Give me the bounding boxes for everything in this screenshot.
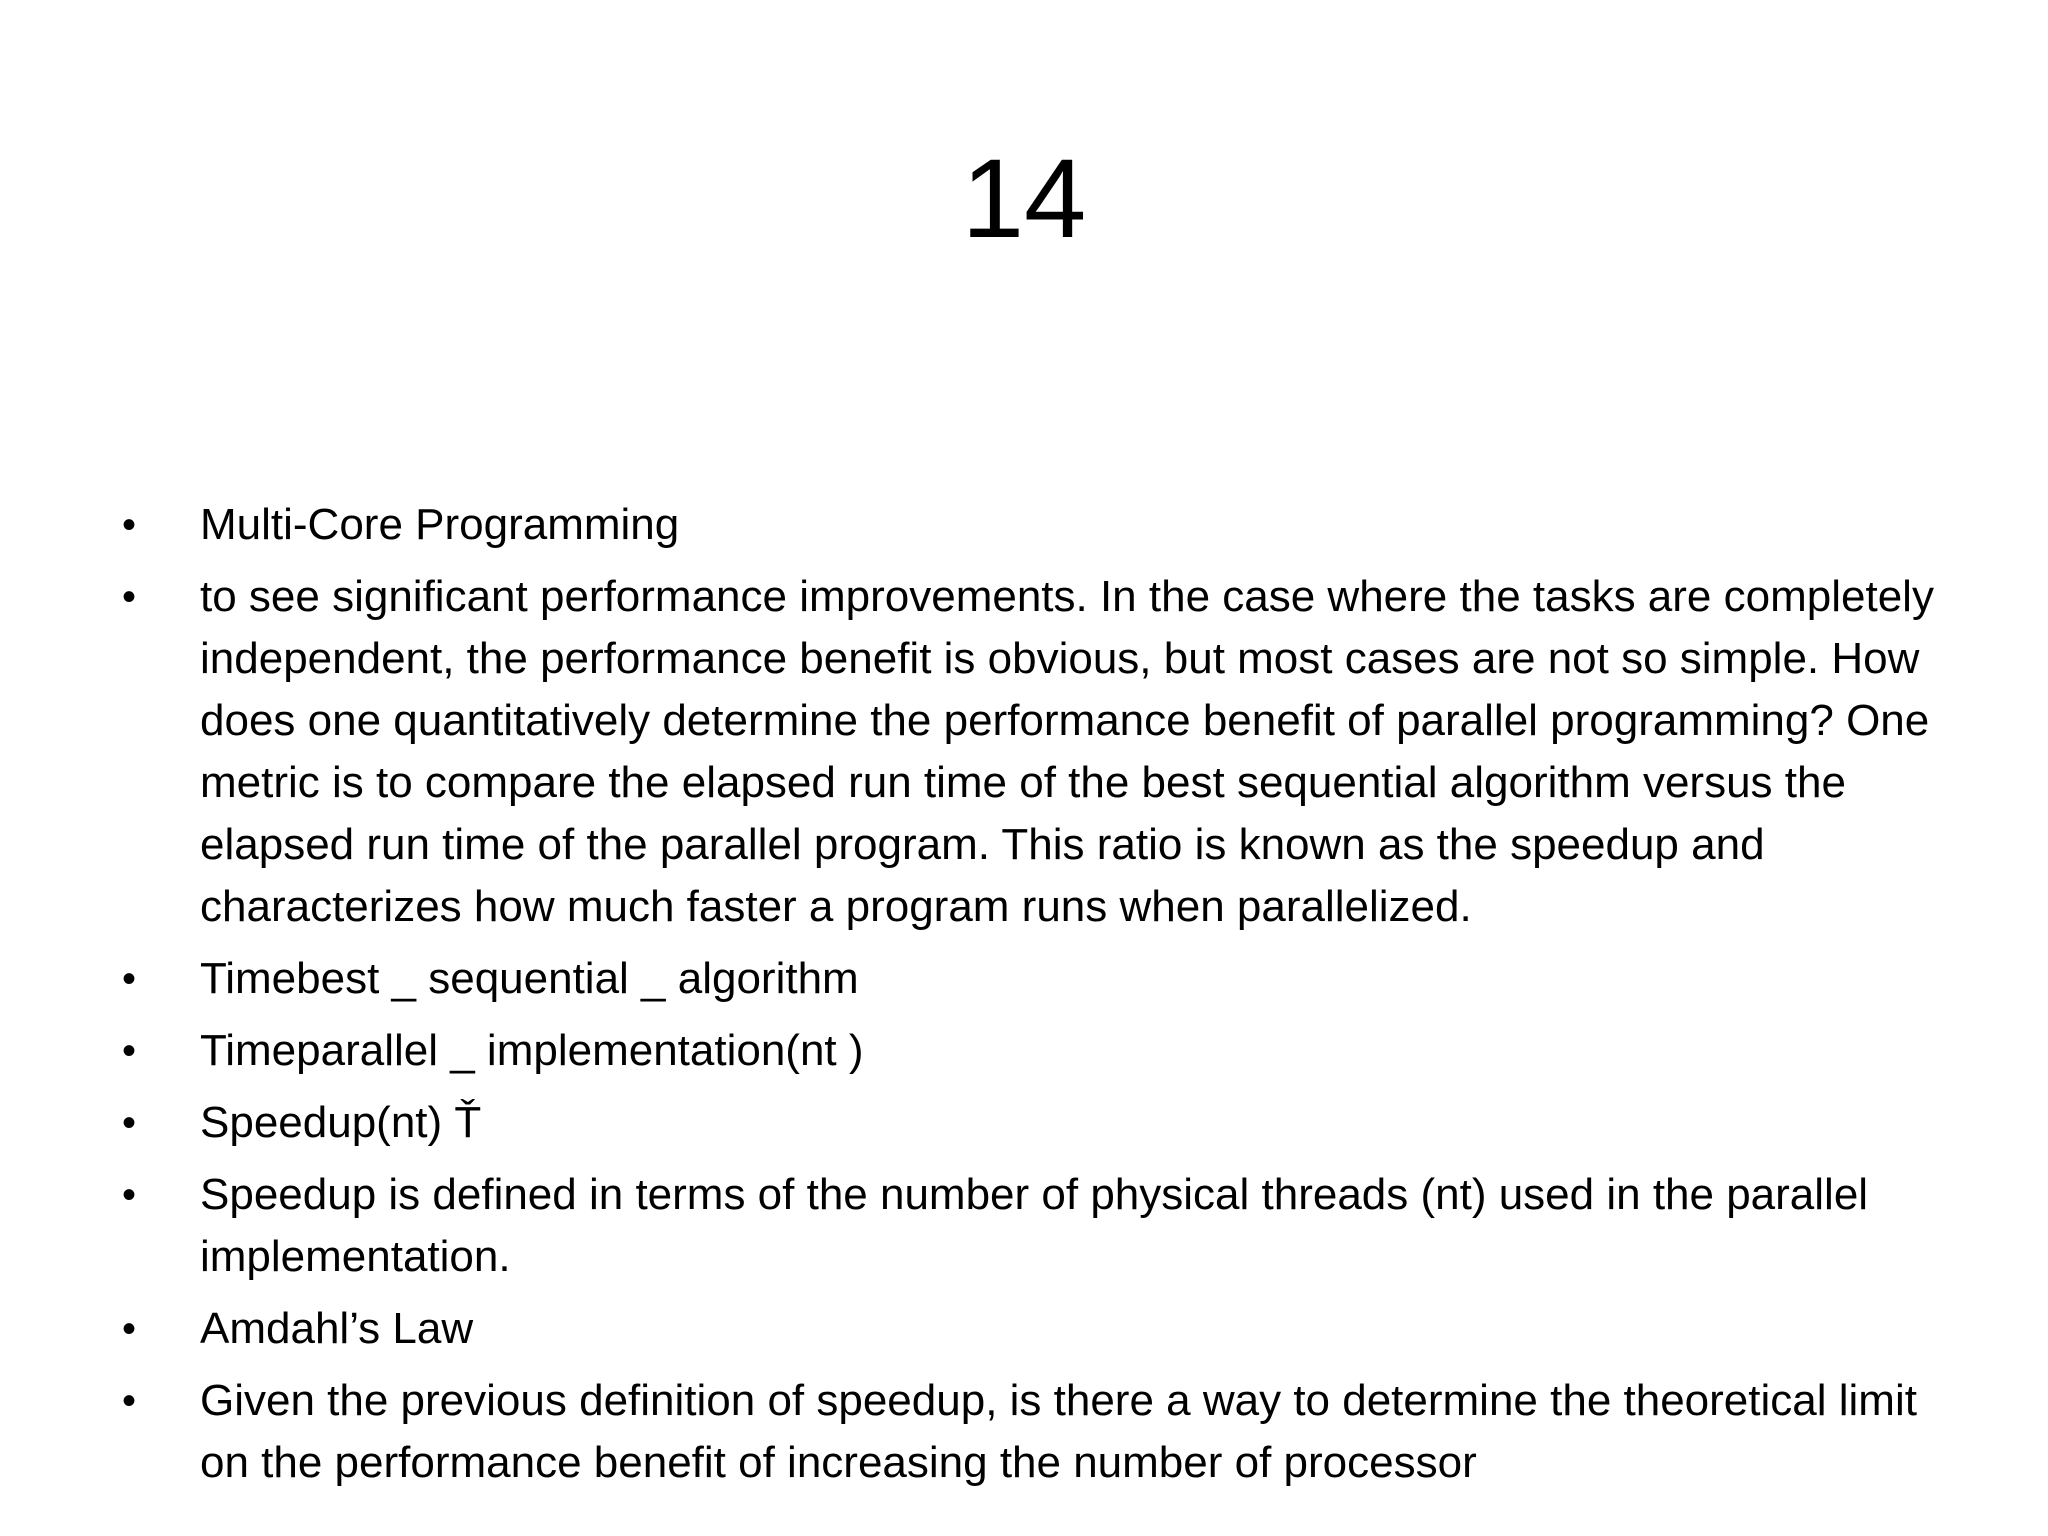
slide-title: 14: [961, 136, 1087, 261]
bullet-item: • Speedup is defined in terms of the number of physical threads (nt) used in the parallel implementation.: [200, 1164, 1940, 1288]
bullet-item: • Amdahl’s Law: [200, 1298, 1940, 1360]
bullet-list: [200, 494, 1940, 1504]
bullet-item: • Timebest _ sequential _ algorithm: [200, 948, 1940, 1010]
bullet-item: • to see significant performance improvements. In the case where the tasks are completely independent, the performance benefit is obvious, but most cases are not so simple. How does one quantitatively determine the performance benefit of parallel programming? One metric is to compare the elapsed run time of the best sequential algorithm versus the elapsed run time of the parallel program. This ratio is known as the speedup and characterizes how much faster a program runs when parallelized.: [200, 566, 1940, 938]
bullet-item: • Given the previous definition of speedup, is there a way to determine the theoretical limit on the performance benefit of increasing the number of processor: [200, 1370, 1940, 1494]
bullet-item: • Speedup(nt) Ť: [200, 1092, 1940, 1154]
bullet-item: • Multi-Core Programming: [200, 494, 1940, 556]
bullet-item: • Timeparallel _ implementation(nt ): [200, 1020, 1940, 1082]
